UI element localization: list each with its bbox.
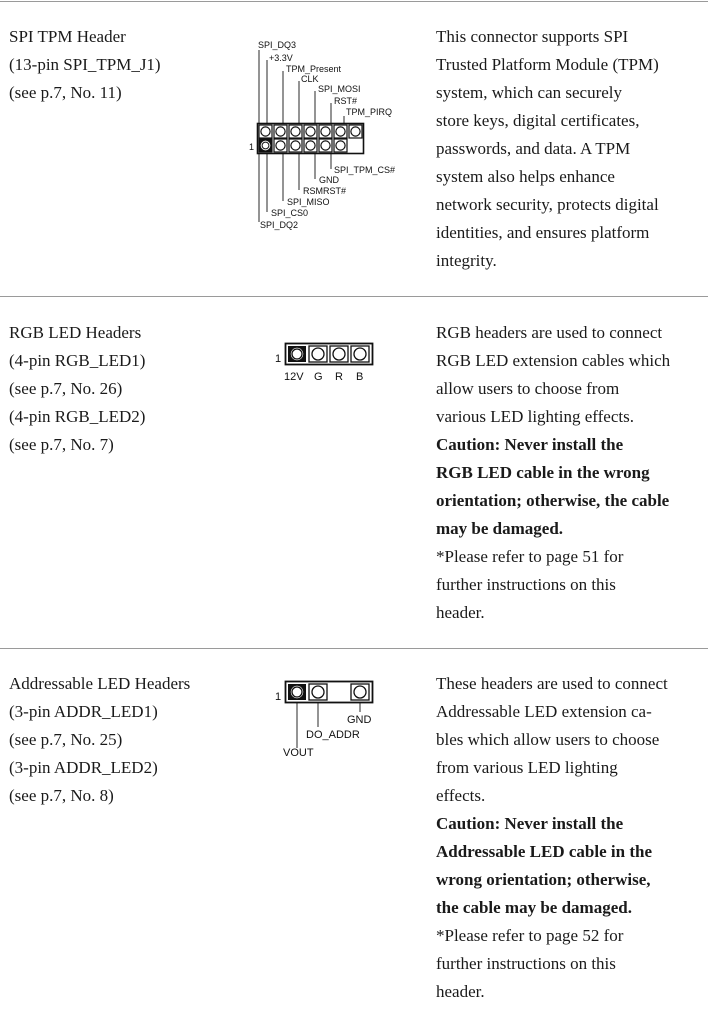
note-line: *Please refer to page 51 for (436, 547, 624, 566)
caution-line: the cable may be damaged. (436, 898, 632, 917)
description-line: store keys, digital certificates, (436, 111, 640, 130)
label-spi-mosi: SPI_MOSI (318, 84, 361, 94)
note-line: further instructions on this (436, 954, 616, 973)
caution-line: orientation; otherwise, the cable (436, 491, 670, 510)
caution-line: Addressable LED cable in the (436, 842, 652, 861)
description-line: identities, and ensures platform (436, 223, 650, 242)
label-spi-dq3: SPI_DQ3 (258, 40, 297, 50)
title-line: (13-pin SPI_TPM_J1) (9, 55, 161, 74)
rgb-led-pin-diagram (270, 338, 380, 386)
addr-led-description (436, 670, 704, 1006)
label-vout: VOUT (283, 747, 314, 759)
note-line: header. (436, 603, 485, 622)
title-line: (see p.7, No. 11) (9, 83, 122, 102)
description-line: These headers are used to connect (436, 674, 668, 693)
description-line: Trusted Platform Module (TPM) (436, 55, 659, 74)
description-line: RGB LED extension cables which (436, 351, 671, 370)
title-line: (see p.7, No. 26) (9, 379, 123, 398)
label-3v3: +3.3V (269, 53, 293, 63)
top-row-pins (259, 125, 362, 138)
description-line: system, which can securely (436, 83, 622, 102)
caution-line: Caution: Never install the (436, 435, 624, 454)
label-do-addr: DO_ADDR (306, 729, 360, 741)
description-line: from various LED lighting (436, 758, 618, 777)
description-line: allow users to choose from (436, 379, 620, 398)
rgb-pins (288, 346, 369, 362)
caution-line: Caution: Never install the (436, 814, 624, 833)
label-spi-cs0: SPI_CS0 (271, 208, 309, 218)
description-line: effects. (436, 786, 486, 805)
label-rst: RST# (334, 96, 358, 106)
title-line: (see p.7, No. 25) (9, 730, 123, 749)
title-line: Addressable LED Headers (9, 674, 191, 693)
label-spi-tpm-cs: SPI_TPM_CS# (334, 165, 396, 175)
note-line: further instructions on this (436, 575, 616, 594)
description-line: RGB headers are used to connect (436, 323, 663, 342)
description-line: This connector supports SPI (436, 27, 629, 46)
caution-line: may be damaged. (436, 519, 564, 538)
title-line: (4-pin RGB_LED1) (9, 351, 146, 370)
label-spi-dq2: SPI_DQ2 (260, 220, 299, 230)
addr-led-title (9, 670, 239, 810)
title-line: (see p.7, No. 8) (9, 786, 114, 805)
title-line: (4-pin RGB_LED2) (9, 407, 146, 426)
description-line: bles which allow users to choose (436, 730, 660, 749)
caution-line: wrong orientation; otherwise, (436, 870, 651, 889)
label-tpm-pirq: TPM_PIRQ (346, 107, 393, 117)
label-spi-miso: SPI_MISO (287, 197, 330, 207)
label-clk: CLK (301, 74, 319, 84)
title-line: (see p.7, No. 7) (9, 435, 114, 454)
title-line: RGB LED Headers (9, 323, 142, 342)
title-line: (3-pin ADDR_LED2) (9, 758, 158, 777)
title-line: (3-pin ADDR_LED1) (9, 702, 158, 721)
caution-line: RGB LED cable in the wrong (436, 463, 650, 482)
description-line: various LED lighting effects. (436, 407, 634, 426)
description-line: Addressable LED extension ca- (436, 702, 652, 721)
description-line: system also helps enhance (436, 167, 615, 186)
note-line: *Please refer to page 52 for (436, 926, 624, 945)
divider-2 (0, 648, 708, 649)
pin1-marker: 1 (275, 691, 282, 703)
label-r: R (335, 371, 343, 383)
pin1-marker: 1 (275, 353, 282, 365)
spi-tpm-pin-diagram (248, 36, 408, 236)
bottom-row-pins (259, 139, 347, 152)
description-line: integrity. (436, 251, 497, 270)
label-tpm-present: TPM_Present (286, 64, 342, 74)
label-b: B (356, 371, 364, 383)
rgb-led-description (436, 319, 704, 627)
title-line: SPI TPM Header (9, 27, 126, 46)
spi-tpm-title (9, 23, 239, 107)
spi-tpm-description (436, 23, 704, 275)
divider-top (0, 1, 708, 2)
rgb-led-title (9, 319, 239, 459)
label-12v: 12V (284, 371, 304, 383)
label-gnd: GND (319, 175, 339, 185)
pin1-marker: 1 (249, 142, 255, 152)
addr-pins (288, 684, 369, 700)
description-line: network security, protects digital (436, 195, 659, 214)
divider-1 (0, 296, 708, 297)
label-g: G (314, 371, 323, 383)
label-gnd: GND (347, 714, 372, 726)
description-line: passwords, and data. A TPM (436, 139, 631, 158)
note-line: header. (436, 982, 485, 1001)
addr-led-pin-diagram (270, 676, 380, 760)
label-rsmrst: RSMRST# (303, 186, 347, 196)
